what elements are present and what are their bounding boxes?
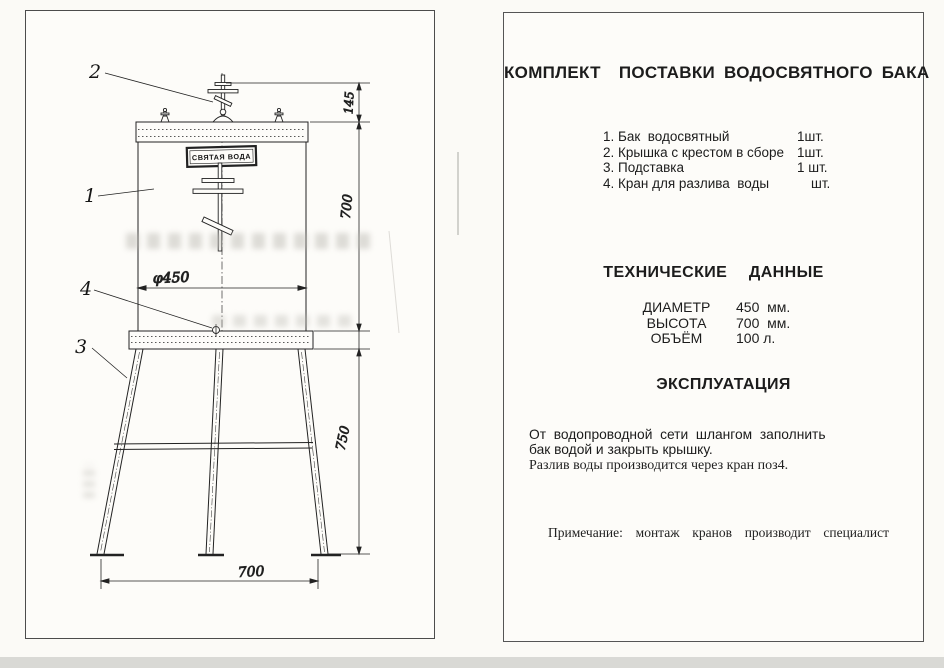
operation-line: Разлив воды производится через кран поз4. (529, 457, 789, 473)
operation-line: бак водой и закрыть крышку. (529, 442, 713, 458)
bleedthrough-smudge (212, 315, 358, 327)
operation-title: ЭКСПЛУАТАЦИЯ (656, 376, 791, 393)
dim-diameter-text: φ450 (152, 269, 190, 287)
tech-row (629, 316, 790, 332)
tech-label: ДИАМЕТР (642, 299, 711, 315)
tech-data-table (629, 300, 790, 347)
tech-row (629, 331, 790, 347)
supply-item-name: 4. Кран для разлива воды (603, 175, 770, 191)
supply-list (603, 129, 830, 191)
supply-item-name: 3. Подставка (603, 160, 684, 176)
tech-value: 450 мм. (736, 299, 791, 315)
note-text: Примечание: монтаж кранов производит специалист (548, 525, 889, 540)
callout-stand: 3 (75, 336, 88, 358)
lid-knob-right (275, 108, 283, 122)
scan-artifact-line (389, 231, 399, 333)
lid-knob-left (161, 108, 169, 122)
plate-text: СВЯТАЯ ВОДА (191, 151, 252, 163)
supply-item-qty: 1шт. (797, 144, 824, 160)
tank-lid (136, 122, 308, 142)
operation-line: От водопроводной сети шлангом заполнить (529, 427, 826, 442)
callouts (75, 61, 213, 378)
scanner-edge-strip (0, 657, 944, 668)
scan-artifact-line (457, 152, 459, 235)
callout-tank: 1 (84, 185, 97, 207)
spec-sheet (503, 12, 930, 642)
tech-value: 700 мм. (736, 314, 791, 331)
bleedthrough-smudge (126, 233, 378, 249)
supply-item-qty: 1 шт. (797, 160, 828, 176)
dim-cross-height: 145 (341, 90, 357, 115)
bleedthrough-smudge (83, 464, 95, 498)
operation-paragraph (529, 427, 826, 473)
dim-tank-height: 700 (338, 193, 357, 220)
supply-item-name: 2. Крышка с крестом в сборе (603, 144, 785, 160)
tech-label: ОБЪЁМ (650, 330, 703, 346)
drawing-sheet (25, 10, 435, 639)
cover-cross (208, 75, 238, 122)
tank-bottom-band (129, 331, 313, 349)
tech-label: ВЫСОТА (646, 314, 707, 331)
dim-base-width-text: 700 (237, 563, 265, 581)
callout-tap: 4 (80, 278, 93, 300)
supply-item (603, 176, 830, 192)
supply-item-qty: шт. (811, 175, 831, 191)
stand-legs (90, 349, 341, 555)
dim-base-width (101, 559, 318, 589)
tech-row (629, 300, 790, 316)
supply-item (603, 160, 830, 176)
supply-item-name: 1. Бак водосвятный (603, 129, 730, 144)
dim-stand-height: 750 (333, 424, 354, 452)
callout-cover: 2 (89, 61, 102, 83)
tech-data-title: ТЕХНИЧЕСКИЕ ДАННЫЕ (603, 264, 824, 281)
supply-item-qty: 1шт. (797, 129, 824, 144)
supply-item (603, 145, 830, 161)
tech-value: 100 л. (736, 330, 776, 346)
supply-item (603, 129, 830, 145)
document-title: КОМПЛЕКТ ПОСТАВКИ ВОДОСВЯТНОГО БАКА (504, 63, 930, 82)
